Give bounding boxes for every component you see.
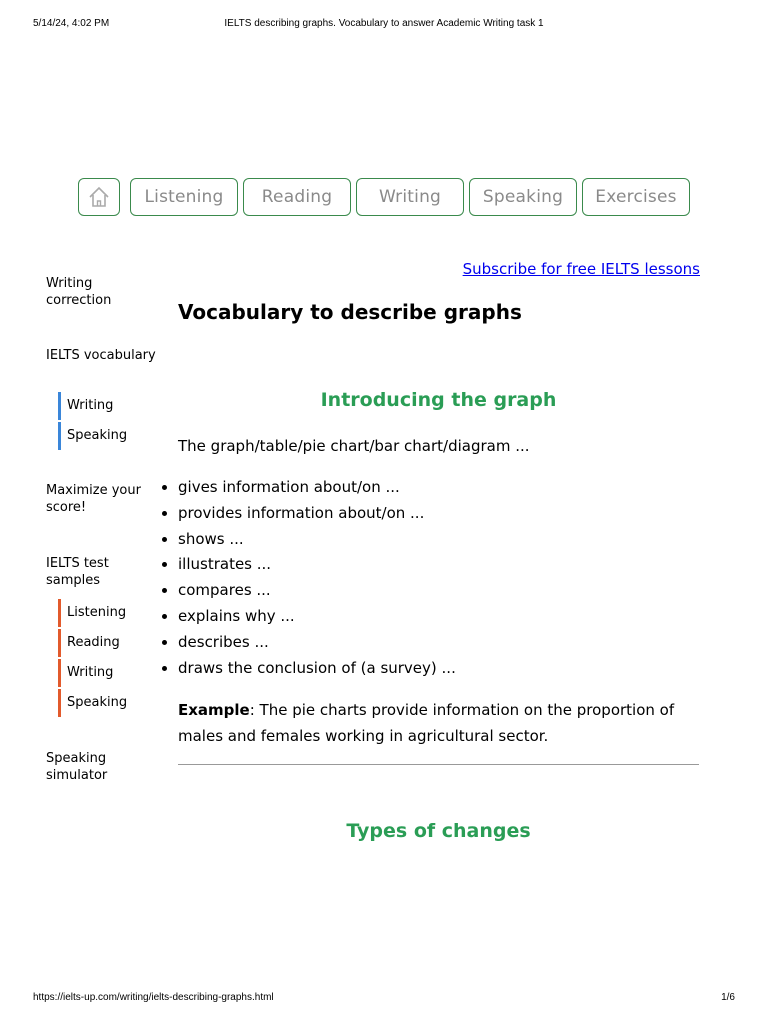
example-label: Example [178, 701, 250, 719]
sidebar-samples-speaking-link[interactable]: Speaking [58, 689, 148, 717]
subscribe-link[interactable]: Subscribe for free IELTS lessons [462, 260, 700, 278]
home-button[interactable] [78, 178, 120, 216]
sidebar-samples-reading-link[interactable]: Reading [58, 629, 148, 657]
sidebar-samples-listening-link[interactable]: Listening [58, 599, 148, 627]
sidebar-vocab-writing-link[interactable]: Writing [58, 392, 148, 420]
print-title: IELTS describing graphs. Vocabulary to answer Academic Writing task 1 [224, 18, 544, 29]
home-icon [86, 184, 112, 210]
sidebar-speaking-simulator-link[interactable]: Speaking simulator [46, 751, 108, 783]
sidebar-vocab-speaking-link[interactable]: Speaking [58, 422, 148, 450]
example-paragraph [178, 697, 699, 749]
nav-speaking-button[interactable]: Speaking [469, 178, 577, 216]
print-url: https://ielts-up.com/writing/ielts-describing-graphs.html [33, 992, 274, 1003]
list-item: • explains why ... [178, 604, 456, 630]
example-text: : The pie charts provide information on the proportion of males and females working in agricultural sector. [178, 701, 675, 745]
sidebar-writing-correction-link[interactable]: Writing correction [46, 276, 112, 308]
print-date: 5/14/24, 4:02 PM [33, 18, 110, 29]
list-item: • shows ... [178, 527, 456, 553]
nav-exercises-button[interactable]: Exercises [582, 178, 690, 216]
sidebar-samples-writing-link[interactable]: Writing [58, 659, 148, 687]
sidebar-ielts-vocabulary-link[interactable]: IELTS vocabulary [46, 348, 156, 363]
intro-text: The graph/table/pie chart/bar chart/diagram ... [178, 437, 530, 455]
list-item: • gives information about/on ... [178, 475, 456, 501]
print-page-number: 1/6 [721, 992, 735, 1003]
list-item: • provides information about/on ... [178, 501, 456, 527]
list-item: • draws the conclusion of (a survey) ... [178, 656, 456, 682]
print-header [0, 18, 768, 32]
print-footer [0, 992, 768, 1006]
list-item: • compares ... [178, 578, 456, 604]
nav-writing-button[interactable]: Writing [356, 178, 464, 216]
list-item: • illustrates ... [178, 552, 456, 578]
section-heading-types-of-changes: Types of changes [346, 820, 531, 842]
divider [178, 764, 699, 765]
nav-reading-button[interactable]: Reading [243, 178, 351, 216]
list-item: • describes ... [178, 630, 456, 656]
sidebar-maximize-score-link[interactable]: Maximize your score! [46, 483, 141, 515]
page-title: Vocabulary to describe graphs [178, 300, 522, 324]
phrase-list [160, 475, 456, 681]
sidebar-test-samples-link[interactable]: IELTS test samples [46, 556, 109, 588]
nav-listening-button[interactable]: Listening [130, 178, 238, 216]
section-heading-introducing: Introducing the graph [320, 389, 557, 411]
